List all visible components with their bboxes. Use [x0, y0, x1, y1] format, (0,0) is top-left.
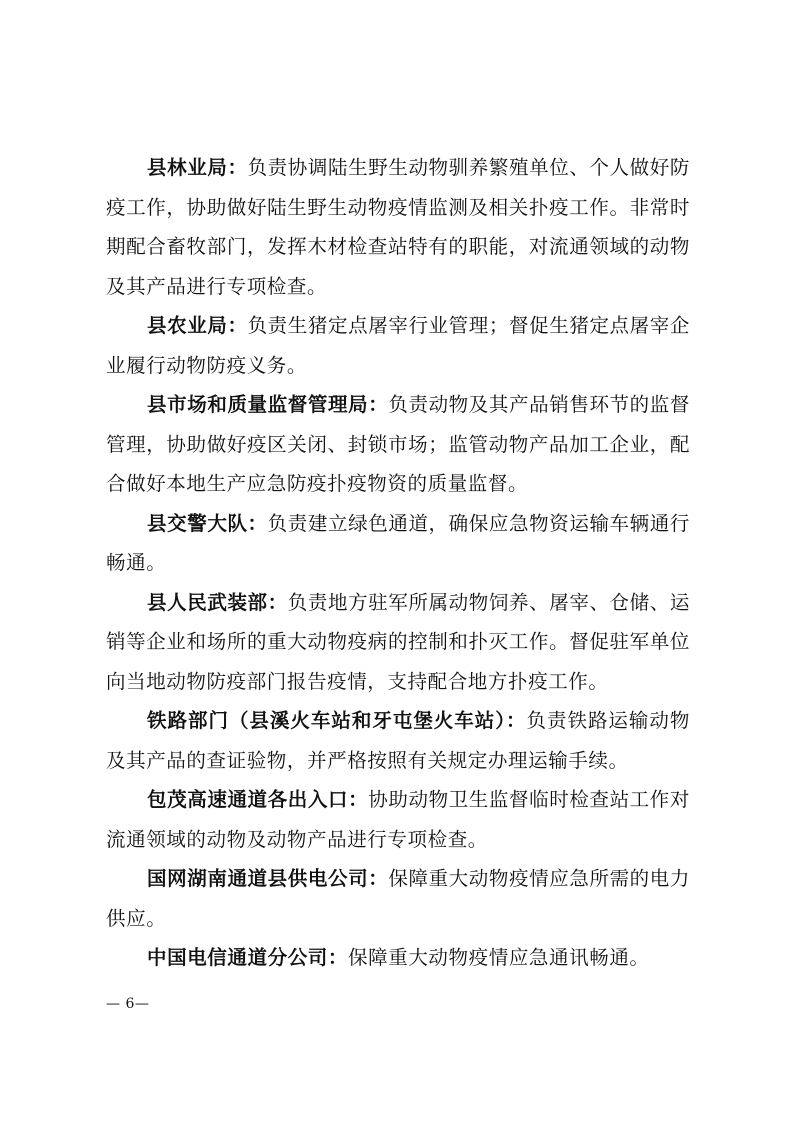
paragraph-heading: 县交警大队： — [147, 511, 268, 535]
page-number: — 6— — [106, 996, 150, 1012]
paragraph-text: 负责生猪定点屠宰行业管理；督促生猪定点屠宰企业履行动物防疫义务。 — [106, 314, 690, 377]
paragraph-heading: 中国电信通道分公司： — [147, 946, 349, 969]
paragraph-text: 负责铁路运输动物及其产品的查证验物，并严格按照有关规定办理运输手续。 — [106, 709, 690, 772]
paragraph-armed-forces-dept — [106, 583, 690, 702]
paragraph-forestry-bureau — [106, 148, 690, 306]
paragraph-heading: 县人民武装部： — [147, 590, 288, 614]
paragraph-text: 负责地方驻军所属动物饲养、屠宰、仓储、运销等企业和场所的重大动物疫病的控制和扑灭工作。督促驻军单位向当地动物防疫部门报告疫情，支持配合地方扑疫工作。 — [106, 590, 690, 693]
paragraph-expressway-exits — [106, 780, 690, 859]
paragraph-heading: 铁路部门（县溪火车站和牙屯堡火车站）： — [147, 709, 527, 732]
paragraph-heading: 国网湖南通道县供电公司： — [147, 867, 389, 890]
paragraph-power-supply — [106, 859, 690, 938]
paragraph-heading: 县市场和质量监督管理局： — [147, 393, 389, 416]
paragraph-text: 负责协调陆生野生动物驯养繁殖单位、个人做好防疫工作，协助做好陆生野生动物疫情监测及相关扑疫工作。非常时期配合畜牧部门，发挥木材检查站特有的职能，对流通领域的动物及其产品进行专项检查。 — [106, 156, 690, 298]
paragraph-market-quality-bureau — [106, 385, 690, 504]
paragraph-text: 协助动物卫生监督临时检查站工作对流通领域的动物及动物产品进行专项检查。 — [106, 788, 690, 851]
paragraph-text: 保障重大动物疫情应急所需的电力供应。 — [106, 867, 690, 930]
paragraph-heading: 县农业局： — [147, 314, 248, 337]
paragraph-traffic-police — [106, 504, 690, 583]
paragraph-agriculture-bureau — [106, 306, 690, 385]
paragraph-heading: 包茂高速通道各出入口： — [147, 788, 369, 811]
paragraph-telecom — [106, 938, 690, 978]
paragraph-text: 负责动物及其产品销售环节的监督管理，协助做好疫区关闭、封锁市场；监管动物产品加工企业，配合做好本地生产应急防疫扑疫物资的质量监督。 — [106, 393, 690, 495]
paragraph-text: 保障重大动物疫情应急通讯畅通。 — [348, 946, 650, 969]
document-body — [106, 148, 690, 978]
paragraph-text: 负责建立绿色通道，确保应急物资运输车辆通行畅通。 — [106, 511, 690, 574]
paragraph-railway-dept — [106, 701, 690, 780]
paragraph-heading: 县林业局： — [147, 156, 248, 179]
